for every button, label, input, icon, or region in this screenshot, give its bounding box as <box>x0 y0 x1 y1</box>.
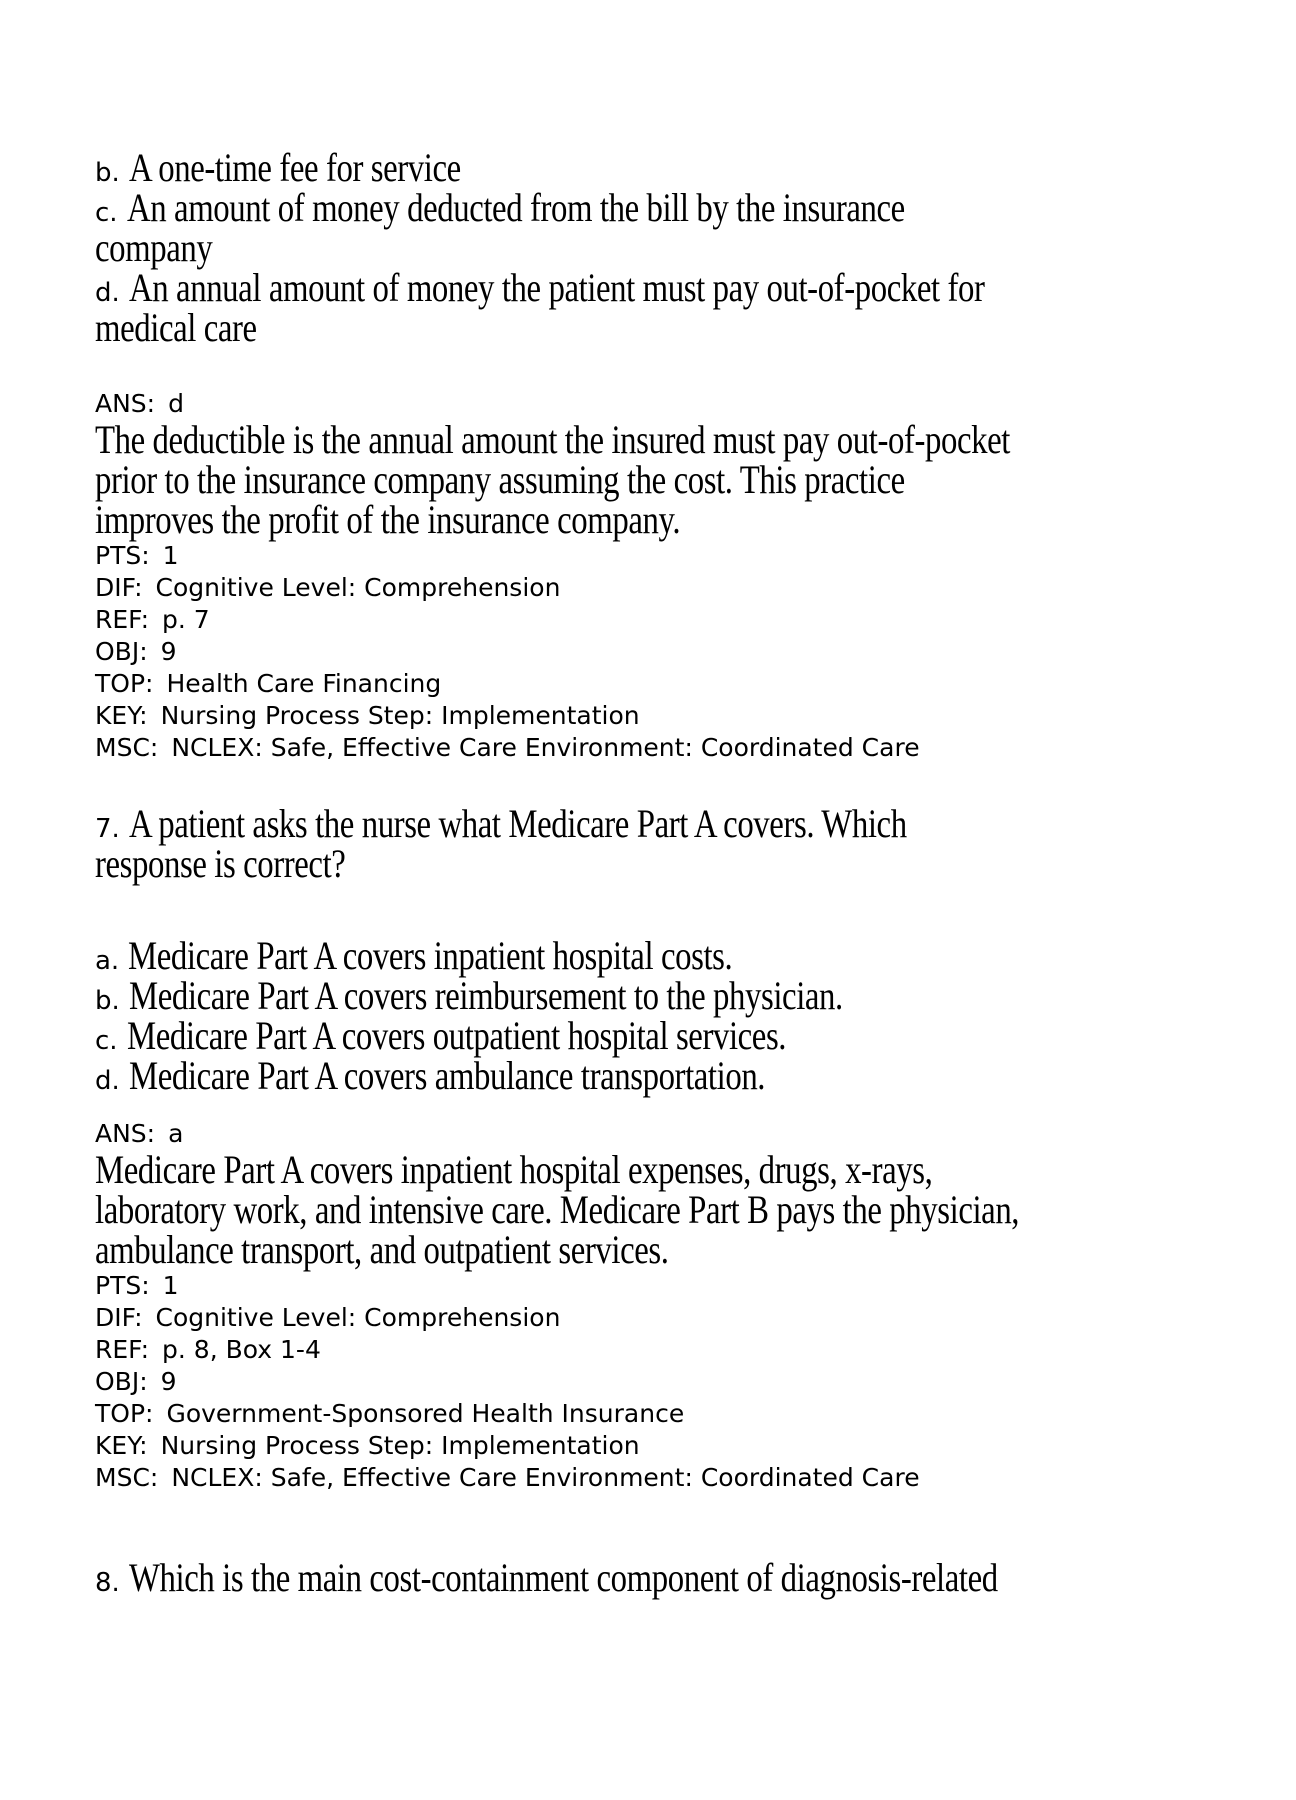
option-letter: d. <box>95 1066 120 1096</box>
meta-value: p. 8, Box 1-4 <box>162 1335 321 1364</box>
meta-value: NCLEX: Safe, Effective Care Environment: Coordinated Care <box>171 733 920 762</box>
answer-value: a <box>168 1119 184 1148</box>
meta-label: MSC: <box>95 1463 159 1492</box>
meta-label: PTS: <box>95 1271 150 1300</box>
rationale-line: Medicare Part A covers inpatient hospital expenses, drugs, x-rays, <box>95 1147 933 1192</box>
meta-value: Health Care Financing <box>166 669 442 698</box>
meta-label: MSC: <box>95 733 159 762</box>
question-number: 7. <box>95 814 120 844</box>
rationale-line: The deductible is the annual amount the insured must pay out-of-pocket <box>95 417 1010 462</box>
question-6-answer-block <box>95 388 1276 764</box>
option-letter: c. <box>95 198 118 228</box>
meta-row <box>95 1270 1276 1302</box>
meta-label: DIF: <box>95 1303 143 1332</box>
option-text-continuation <box>95 305 1276 350</box>
answer-option <box>95 1013 1276 1058</box>
question-6-options <box>95 145 1276 350</box>
meta-value: NCLEX: Safe, Effective Care Environment: Coordinated Care <box>171 1463 920 1492</box>
answer-option <box>95 265 1276 310</box>
question-8-stem <box>95 1555 1276 1600</box>
option-text: Medicare Part A covers ambulance transportation. <box>128 1053 765 1098</box>
meta-label: OBJ: <box>95 1367 148 1396</box>
question-stem-line: 8. Which is the main cost-containment component of diagnosis-related <box>95 1555 998 1600</box>
answer-label: ANS: <box>95 389 156 418</box>
meta-row <box>95 1334 1276 1366</box>
option-letter: c. <box>95 1026 118 1056</box>
question-number: 8. <box>95 1568 120 1598</box>
option-text: company <box>95 225 213 270</box>
meta-value: p. 7 <box>162 605 210 634</box>
meta-row <box>95 604 1276 636</box>
question-7-stem <box>95 801 1276 886</box>
meta-row <box>95 700 1276 732</box>
meta-value: Cognitive Level: Comprehension <box>155 1303 561 1332</box>
meta-value: 1 <box>162 1271 179 1300</box>
meta-row <box>95 540 1276 572</box>
option-letter: b. <box>95 158 120 188</box>
answer-option <box>95 973 1276 1018</box>
meta-value: Nursing Process Step: Implementation <box>160 701 640 730</box>
rationale-line: laboratory work, and intensive care. Medicare Part B pays the physician, <box>95 1187 1020 1232</box>
rationale-line: ambulance transport, and outpatient services. <box>95 1227 669 1272</box>
meta-row <box>95 1430 1276 1462</box>
rationale-line: improves the profit of the insurance company. <box>95 497 681 542</box>
option-letter: a. <box>95 946 120 976</box>
meta-row <box>95 572 1276 604</box>
option-text: Medicare Part A covers reimbursement to the physician. <box>128 973 843 1018</box>
meta-value: 1 <box>162 541 179 570</box>
meta-label: REF: <box>95 1335 150 1364</box>
meta-value: 9 <box>160 637 177 666</box>
meta-label: KEY: <box>95 701 148 730</box>
answer-label: ANS: <box>95 1119 156 1148</box>
answer-line <box>95 1118 1276 1150</box>
meta-row <box>95 636 1276 668</box>
option-text: An amount of money deducted from the bill by the insurance <box>126 185 905 230</box>
meta-label: DIF: <box>95 573 143 602</box>
meta-row <box>95 1462 1276 1494</box>
meta-label: REF: <box>95 605 150 634</box>
rationale-line: prior to the insurance company assuming the cost. This practice <box>95 457 905 502</box>
option-text: medical care <box>95 305 257 350</box>
meta-row <box>95 1398 1276 1430</box>
answer-option <box>95 145 1276 190</box>
meta-value: Nursing Process Step: Implementation <box>160 1431 640 1460</box>
meta-label: PTS: <box>95 541 150 570</box>
meta-label: TOP: <box>95 1399 154 1428</box>
option-text: An annual amount of money the patient must pay out-of-pocket for <box>128 265 985 310</box>
meta-label: OBJ: <box>95 637 148 666</box>
meta-row <box>95 732 1276 764</box>
meta-row <box>95 1302 1276 1334</box>
option-text: A one-time fee for service <box>128 145 461 190</box>
meta-row <box>95 1366 1276 1398</box>
meta-label: KEY: <box>95 1431 148 1460</box>
answer-option <box>95 1053 1276 1098</box>
option-letter: b. <box>95 986 120 1016</box>
question-stem-line: response is correct? <box>95 841 346 886</box>
question-7-options <box>95 933 1276 1098</box>
option-text: Medicare Part A covers outpatient hospital services. <box>126 1013 786 1058</box>
answer-line <box>95 388 1276 420</box>
question-7-answer-block <box>95 1118 1276 1494</box>
option-text: Medicare Part A covers inpatient hospital costs. <box>128 933 733 978</box>
answer-value: d <box>168 389 184 418</box>
option-letter: d. <box>95 278 120 308</box>
meta-value: 9 <box>160 1367 177 1396</box>
option-text-continuation <box>95 225 1276 270</box>
meta-value: Cognitive Level: Comprehension <box>155 573 561 602</box>
meta-value: Government-Sponsored Health Insurance <box>166 1399 685 1428</box>
answer-option <box>95 185 1276 230</box>
question-stem-line: 7. A patient asks the nurse what Medicare Part A covers. Which <box>95 801 907 846</box>
meta-row <box>95 668 1276 700</box>
meta-label: TOP: <box>95 669 154 698</box>
answer-option <box>95 933 1276 978</box>
